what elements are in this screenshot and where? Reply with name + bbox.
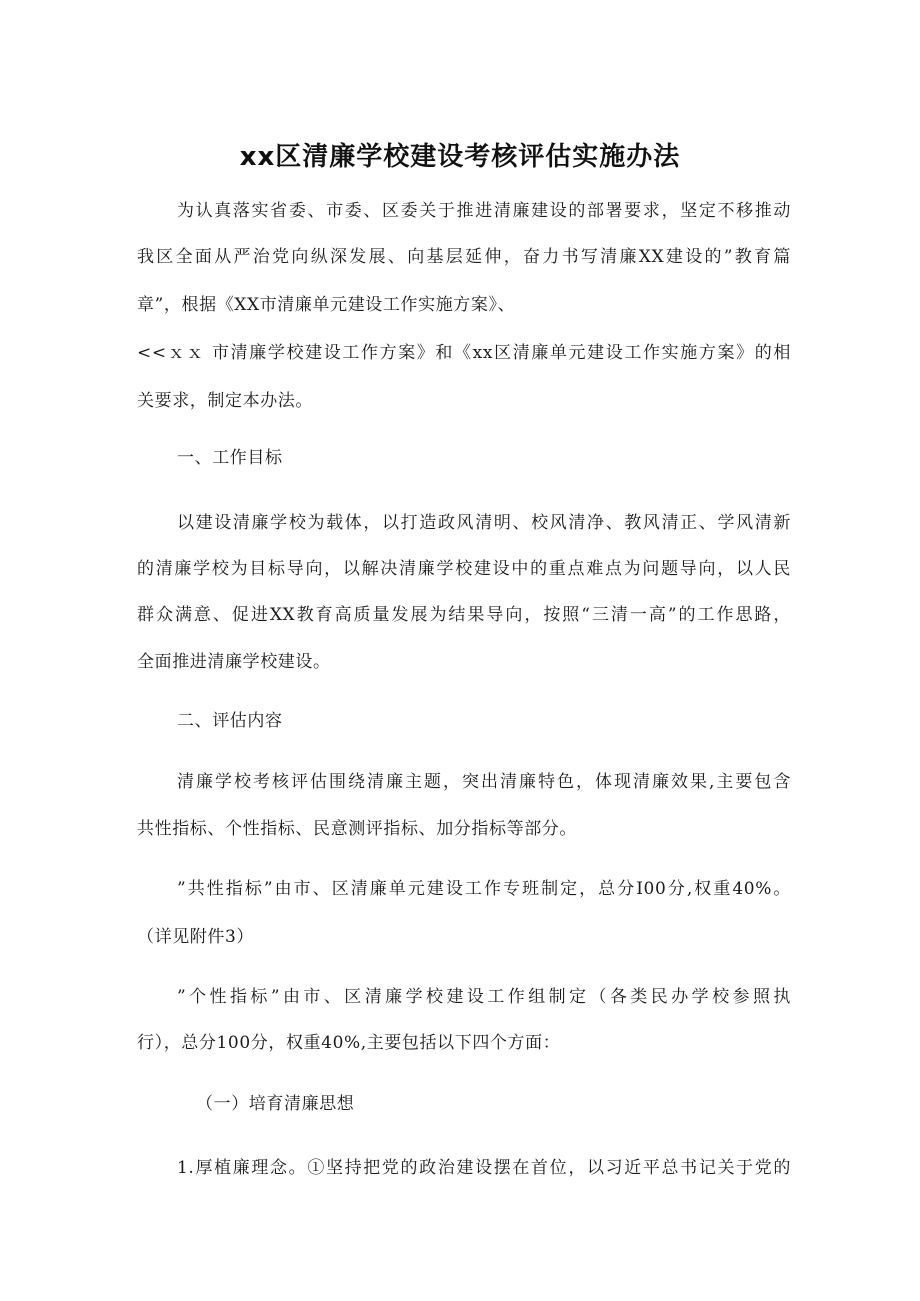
document-title: xx区清廉学校建设考核评估实施办法 <box>239 142 681 172</box>
common-indicator-line-1: ”共性指标”由市、区清廉单元建设工作专班制定，总分I00分,权重40%。 <box>177 879 791 899</box>
section1-line-1: 以建设清廉学校为载体，以打造政风清明、校风清净、教风清正、学风清新 <box>177 513 791 533</box>
intro-line-1: 为认真落实省委、市委、区委关于推进清廉建设的部署要求，坚定不移推动 <box>177 201 791 221</box>
intro-line-2: 我区全面从严治党向纵深发展、向基层延伸，奋力书写清廉XX建设的”教育篇 <box>137 247 791 267</box>
item-1-line: 1.厚植廉理念。①坚持把党的政治建设摆在首位，以习近平总书记关于党的 <box>177 1158 791 1178</box>
section1-line-3: 群众满意、促进XX教育高质量发展为结果导向，按照“三清一高”的工作思路， <box>137 605 791 625</box>
individual-indicator-line-1: ”个性指标”由市、区清廉学校建设工作组制定（各类民办学校参照执 <box>177 987 791 1007</box>
intro-line-5: 关要求，制定本办法。 <box>137 391 313 411</box>
section1-heading: 一、工作目标 <box>177 448 283 468</box>
intro-line-4: <<ｘｘ 市清廉学校建设工作方案》和《xx区清廉单元建设工作实施方案》的相 <box>137 343 791 363</box>
subheading-1: （一）培育清廉思想 <box>196 1094 355 1114</box>
common-indicator-line-2: （详见附件3） <box>137 927 255 947</box>
individual-indicator-line-2: 行），总分100分，权重40%,主要包括以下四个方面： <box>137 1033 561 1053</box>
intro-line-3: 章”，根据《XX市清廉单元建设工作实施方案》、 <box>137 295 516 315</box>
section1-line-2: 的清廉学校为目标导向，以解决清廉学校建设中的重点难点为问题导向，以人民 <box>137 559 791 579</box>
section2-heading: 二、评估内容 <box>177 711 283 731</box>
section1-line-4: 全面推进清廉学校建设。 <box>137 652 331 672</box>
section2-line-2: 共性指标、个性指标、民意测评指标、加分指标等部分。 <box>137 819 577 839</box>
section2-line-1: 清廉学校考核评估围绕清廉主题，突出清廉特色，体现清廉效果,主要包含 <box>177 772 791 792</box>
